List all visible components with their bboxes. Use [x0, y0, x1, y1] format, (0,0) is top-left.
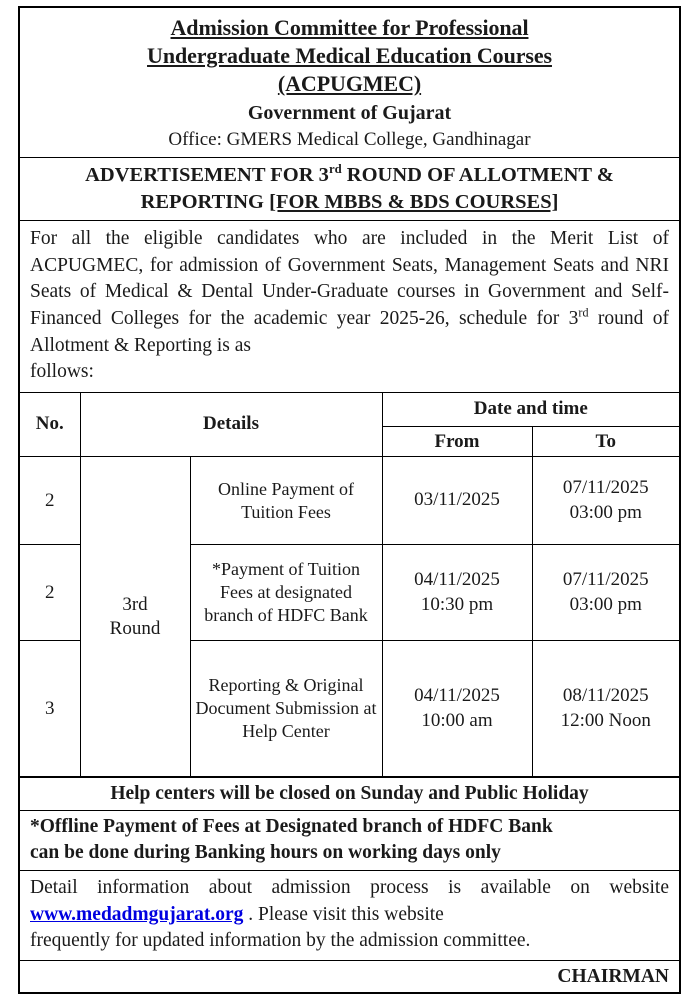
table-row — [20, 457, 679, 545]
row-1-to-time: 03:00 pm — [569, 501, 642, 523]
schedule-table-wrapper — [20, 393, 679, 779]
row-2-from-date: 04/11/2025 — [414, 568, 500, 590]
header-date-and-time: Date and time — [382, 393, 679, 427]
government-line: Government of Gujarat — [247, 102, 452, 125]
header-from: From — [382, 427, 532, 457]
intro-last-line: follows: — [30, 361, 94, 383]
row-2-to-date: 07/11/2025 — [562, 568, 649, 590]
offline-payment-note-line-2: can be done during Banking hours on working days only — [30, 842, 501, 864]
schedule-table — [20, 393, 679, 778]
intro-text-part-2: round of Allotment & Reporting is as — [30, 307, 669, 356]
committee-title — [28, 14, 671, 98]
header-to: To — [532, 427, 679, 457]
masthead — [20, 8, 679, 158]
row-3-to — [532, 641, 679, 777]
offline-payment-note-line-1: *Offline Payment of Fees at Designated branch of HDFC Bank — [30, 816, 553, 838]
round-label-cell — [80, 457, 190, 777]
row-1-details: Online Payment of Tuition Fees — [190, 457, 382, 545]
row-1-no: 2 — [20, 457, 80, 545]
round-label-line-1: 3rd — [122, 593, 148, 615]
chairman-signature: CHAIRMAN — [557, 965, 669, 987]
row-2-from-time: 10:30 pm — [420, 593, 494, 615]
row-3-to-date: 08/11/2025 — [562, 684, 649, 706]
row-3-from — [382, 641, 532, 777]
website-link[interactable]: www.medadmgujarat.org — [30, 903, 244, 925]
row-3-from-date: 04/11/2025 — [414, 684, 500, 706]
row-1-to — [532, 457, 679, 545]
row-3-details: Reporting & Original Document Submission at Help Center — [190, 641, 382, 777]
table-header-row-1 — [20, 393, 679, 427]
notice-document — [18, 6, 681, 994]
advertisement-headline — [20, 158, 679, 221]
row-3-to-time: 12:00 Noon — [560, 709, 651, 731]
row-3-from-time: 10:00 am — [421, 709, 493, 731]
advertisement-prefix: ADVERTISEMENT FOR 3 — [85, 164, 329, 187]
row-1-from: 03/11/2025 — [382, 457, 532, 545]
row-2-to-time: 03:00 pm — [569, 593, 642, 615]
detail-after-link: . Please visit this website — [243, 903, 444, 925]
holiday-note: Help centers will be closed on Sunday and Public Holiday — [20, 778, 679, 811]
row-2-to — [532, 545, 679, 641]
row-1-to-date: 07/11/2025 — [562, 476, 649, 498]
advertisement-courses: [FOR MBBS & BDS COURSES] — [269, 190, 559, 213]
committee-title-line-1: Admission Committee for Professional — [170, 15, 529, 40]
detail-paragraph — [20, 871, 679, 961]
detail-before-link: Detail information about admission process is available on website — [30, 877, 669, 899]
intro-paragraph — [20, 221, 679, 392]
advertisement-ordinal: rd — [328, 162, 342, 177]
office-address: Office: GMERS Medical College, Gandhinagar — [168, 129, 531, 151]
row-3-no: 3 — [20, 641, 80, 777]
committee-title-line-3: (ACPUGMEC) — [277, 71, 422, 97]
header-no: No. — [20, 393, 80, 457]
header-details: Details — [80, 393, 382, 457]
intro-ordinal: rd — [578, 305, 589, 320]
row-2-from — [382, 545, 532, 641]
row-2-no: 2 — [20, 545, 80, 641]
row-2-details: *Payment of Tuition Fees at designated branch of HDFC Bank — [190, 545, 382, 641]
advertisement-middle: ROUND OF ALLOTMENT & REPORTING — [140, 164, 614, 213]
offline-payment-note — [20, 811, 679, 871]
detail-last-line: frequently for updated information by the admission committee. — [30, 930, 531, 952]
intro-text-part-1: For all the eligible candidates who are included in the Merit List of ACPUGMEC, for admission of Government Seats, Management Seats and NRI Seats of Medical & Dental Under-Graduate courses in Government and Self-Financed Colleges for the academic year 2025-26, schedule for 3 — [30, 228, 669, 329]
round-label-line-2: Round — [109, 617, 161, 639]
committee-title-line-2: Undergraduate Medical Education Courses — [147, 43, 552, 69]
